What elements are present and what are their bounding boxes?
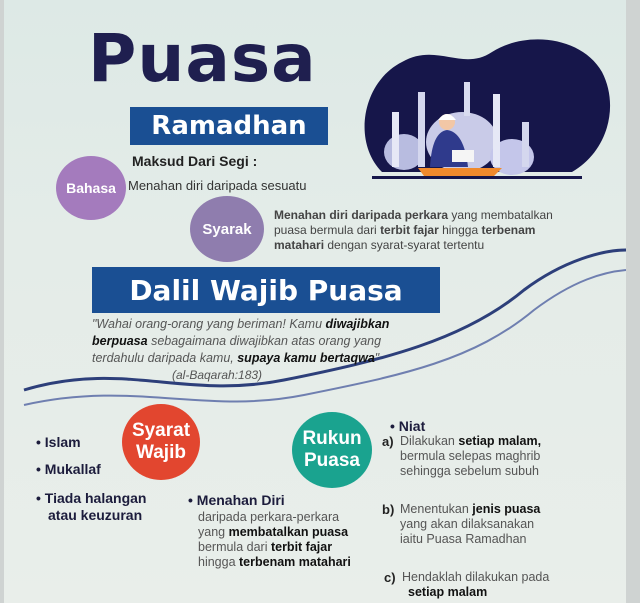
quote-line3-c: "	[374, 351, 380, 365]
quote-line1-a: "Wahai orang-orang yang beriman! Kamu	[92, 317, 326, 331]
prayer-mat	[418, 168, 502, 176]
subtitle-band: Ramadhan	[130, 107, 328, 145]
mosque-reading-illustration	[352, 22, 618, 188]
open-book	[452, 150, 474, 162]
niat-c-bold: setiap malam	[408, 585, 488, 599]
menahan-heading: • Menahan Diri	[188, 492, 285, 508]
syarat-label-line1: Syarat	[131, 420, 191, 441]
niat-b-bold: jenis puasa	[472, 502, 541, 516]
syarak-line2-c: hingga	[438, 223, 482, 237]
niat-b-letter: b)	[382, 502, 395, 517]
niat-c-text: Hendaklah dilakukan pada setiap malam	[402, 570, 550, 599]
niat-c-letter: c)	[384, 570, 396, 585]
syarak-line2-a: puasa bermula dari	[274, 223, 381, 237]
dalil-heading-band: Dalil Wajib Puasa	[92, 267, 440, 313]
rukun-puasa-badge	[292, 412, 372, 488]
menahan-line1: daripada perkara-perkara	[198, 510, 340, 524]
syarak-line2-b: terbit fajar	[380, 223, 439, 237]
syarak-line3-a: matahari	[274, 238, 325, 252]
minaret-5	[464, 82, 470, 116]
menahan-line3-bold: terbit fajar	[270, 540, 333, 554]
menahan-body: daripada perkara-perkara yang membatalkan puasa bermula dari terbit fajar hingga terbenam matahari	[198, 510, 351, 569]
syarat-item-mukallaf: • Mukallaf	[36, 461, 101, 477]
niat-a-letter: a)	[382, 434, 394, 449]
niat-heading: • Niat	[390, 418, 426, 434]
syarak-line3-b: dengan syarat-syarat tertentu	[324, 238, 485, 252]
syarak-line2-d: terbenam	[481, 223, 536, 237]
rukun-label-line1: Rukun	[302, 428, 362, 449]
syarak-line1-bold: Menahan diri daripada perkara	[274, 208, 449, 222]
bahasa-label: Bahasa	[66, 180, 116, 196]
quote-line2-a: berpuasa	[92, 334, 148, 348]
syarat-item-halangan: • Tiada halangan	[36, 490, 147, 506]
minaret-1	[392, 112, 399, 167]
syarak-line1-rest: yang membatalkan	[448, 208, 553, 222]
quote-line3-a: terdahulu daripada kamu,	[92, 351, 238, 365]
quote-line1-b: diwajibkan	[325, 317, 390, 331]
syarat-label-line2: Wajib	[136, 442, 186, 463]
niat-b-text: Menentukan jenis puasa yang akan dilaksanakan iaitu Puasa Ramadhan	[400, 502, 541, 546]
minaret-4	[522, 122, 529, 167]
page-title: Puasa	[88, 20, 317, 97]
niat-a-text: Dilakukan setiap malam, bermula selepas maghrib sehingga sebelum subuh	[400, 434, 542, 478]
minaret-3	[493, 94, 500, 167]
syarat-wajib-badge	[122, 404, 200, 480]
dalil-quote	[92, 316, 462, 367]
infographic-sheet	[4, 0, 626, 603]
syarat-item-keuzuran: atau keuzuran	[48, 507, 143, 523]
rukun-label-line2: Puasa	[304, 450, 360, 471]
syarak-label: Syarak	[202, 220, 252, 238]
syarat-item-islam: • Islam	[36, 434, 81, 450]
maksud-heading: Maksud Dari Segi :	[132, 153, 258, 169]
quote-reference: (al-Baqarah:183)	[172, 368, 263, 382]
quote-line2-b: sebagaimana diwajibkan atas orang yang	[147, 334, 382, 348]
bahasa-badge	[56, 156, 126, 220]
niat-a-bold: setiap malam,	[458, 434, 542, 448]
bahasa-definition: Menahan diri daripada sesuatu	[128, 178, 307, 193]
minaret-2	[418, 92, 425, 167]
menahan-line4-bold: terbenam matahari	[239, 555, 351, 569]
menahan-line2-bold: membatalkan puasa	[228, 525, 349, 539]
ground-line	[372, 176, 582, 179]
quote-line3-b: supaya kamu bertaqwa	[237, 351, 375, 365]
